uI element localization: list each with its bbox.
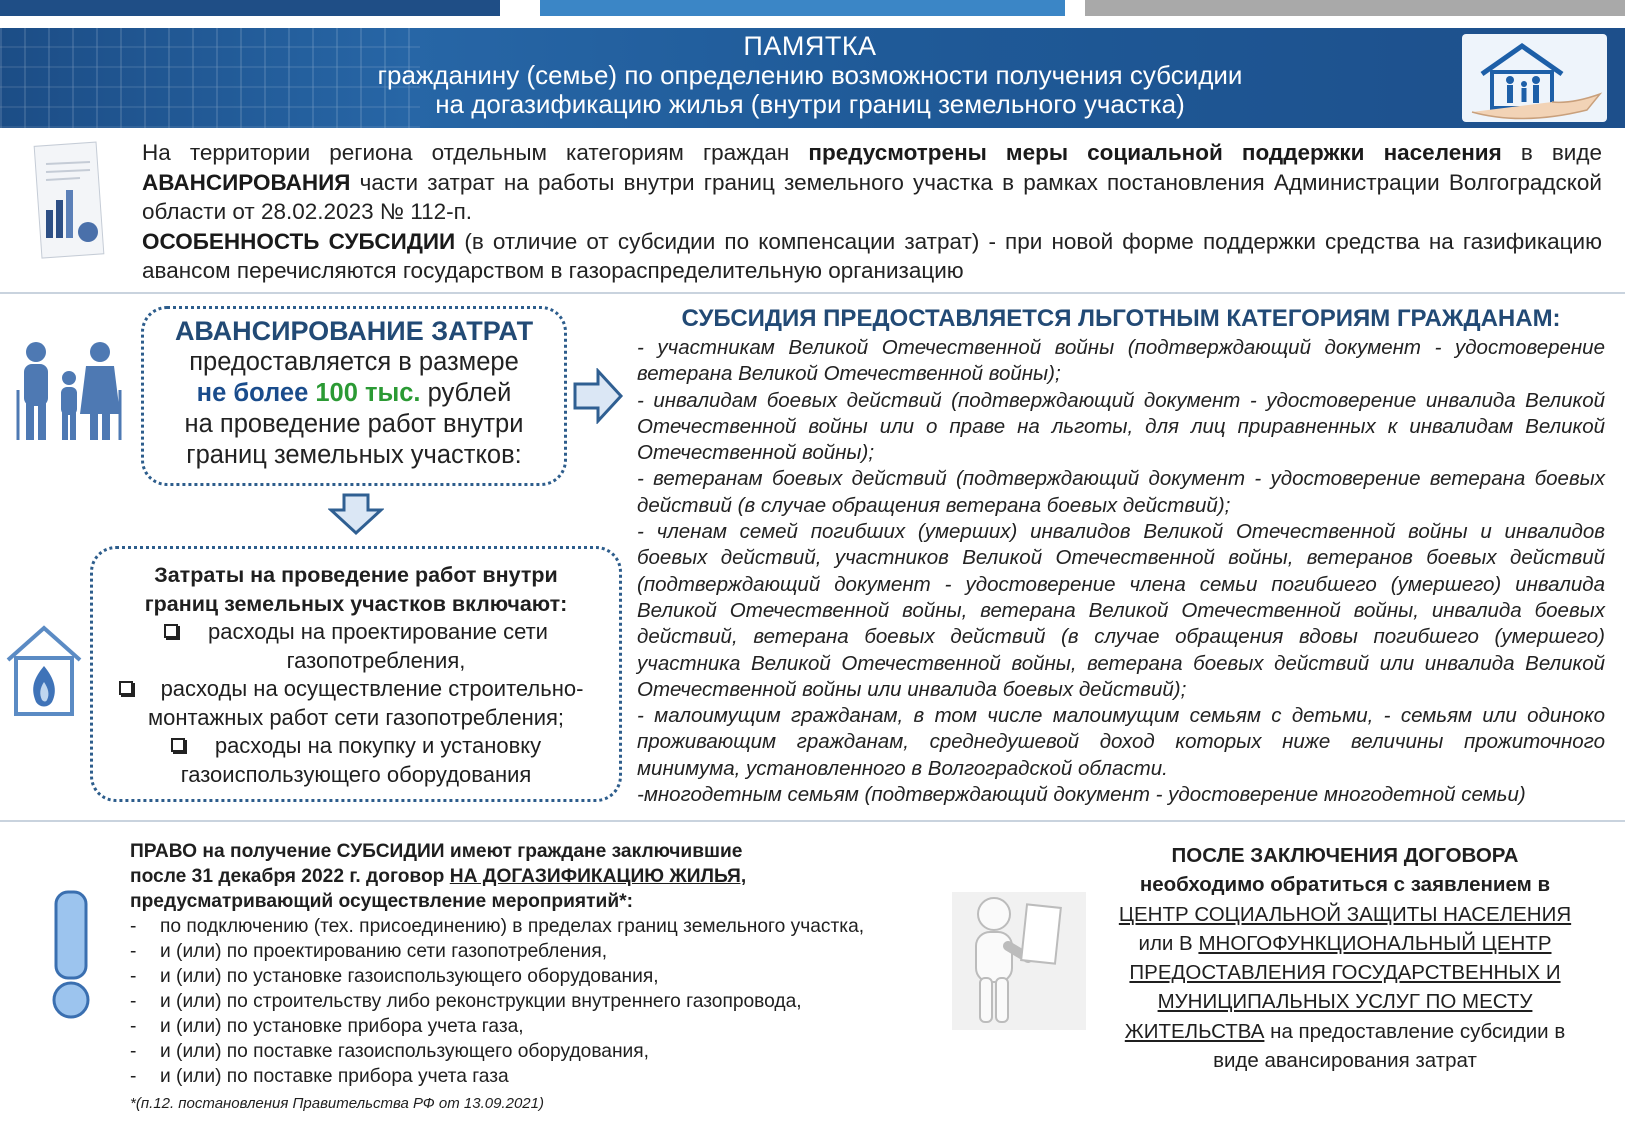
page-subtitle-2: на догазификацию жилья (внутри границ земельного участка) bbox=[435, 89, 1185, 119]
header-banner bbox=[0, 28, 1625, 128]
exclamation-icon bbox=[50, 888, 92, 1023]
costs-item: расходы на проектирование сети bbox=[93, 618, 619, 647]
contact-heading-1: ПОСЛЕ ЗАКЛЮЧЕНИЯ ДОГОВОРА bbox=[1171, 844, 1519, 867]
category-item: - ветеранам боевых действий (подтверждающий документ - удостоверение ветерана боевых действий (в случае обращения ветерана боевых действий); bbox=[637, 467, 1605, 517]
report-document-icon bbox=[30, 140, 110, 265]
costs-box bbox=[90, 546, 622, 802]
mfc-link-line-4[interactable]: ЖИТЕЛЬСТВА на предоставление субсидии в bbox=[1124, 1019, 1566, 1043]
page-subtitle-1: гражданину (семье) по определению возможности получения субсидии bbox=[377, 60, 1243, 90]
costs-item: расходы на осуществление строительно- bbox=[83, 675, 619, 704]
checkbox-icon bbox=[171, 738, 185, 752]
divider-bottom bbox=[0, 820, 1625, 822]
costs-title-1: Затраты на проведение работ внутри bbox=[154, 563, 558, 587]
mfc-link-line-3[interactable]: МУНИЦИПАЛЬНЫХ УСЛУГ ПО МЕСТУ bbox=[1157, 990, 1533, 1014]
top-bar-3 bbox=[1085, 0, 1625, 16]
rights-item: - и (или) по поставке прибора учета газа bbox=[130, 1066, 509, 1087]
rights-item: - и (или) по поставке газоиспользующего оборудования, bbox=[130, 1041, 649, 1062]
advance-line-4: границ земельных участков: bbox=[186, 441, 522, 469]
category-item: - малоимущим гражданам, в том числе малоимущим семьям с детьми, - семьям или одиноко проживающим гражданам, среднедушевой доход которых ниже величины прожиточного минимума, установленного в Волгоградской области. bbox=[637, 704, 1605, 780]
person-with-document-icon bbox=[952, 892, 1086, 1030]
rights-footnote: *(п.12. постановления Правительства РФ от 13.09.2021) bbox=[130, 1095, 544, 1112]
costs-item: расходы на покупку и установку bbox=[93, 732, 619, 761]
advance-line-3: на проведение работ внутри bbox=[184, 410, 524, 438]
top-bar-2 bbox=[540, 0, 1065, 16]
advance-line-1: предоставляется в размере bbox=[189, 348, 519, 376]
rights-item: - и (или) по проектированию сети газопотребления, bbox=[130, 941, 608, 962]
rights-heading-2: после 31 декабря 2022 г. договор НА ДОГАЗИФИКАЦИЮ ЖИЛЬЯ, bbox=[130, 866, 747, 887]
family-house-icon bbox=[1462, 34, 1607, 122]
categories-title: СУБСИДИЯ ПРЕДОСТАВЛЯЕТСЯ ЛЬГОТНЫМ КАТЕГОРИЯМ ГРАЖДАНАМ: bbox=[681, 305, 1561, 332]
categories-section bbox=[637, 302, 1605, 808]
checkbox-icon bbox=[119, 681, 133, 695]
advance-box bbox=[141, 306, 567, 486]
category-item: -многодетным семьям (подтверждающий документ - удостоверение многодетной семьи) bbox=[637, 783, 1526, 807]
page-title: ПАМЯТКА bbox=[743, 31, 877, 61]
costs-item-cont: газоиспользующего оборудования bbox=[180, 761, 532, 787]
rights-item: - и (или) по строительству либо реконструкции внутреннего газопровода, bbox=[130, 991, 802, 1012]
contact-section bbox=[1100, 841, 1590, 1075]
advance-title: АВАНСИРОВАНИЕ ЗАТРАТ bbox=[174, 316, 534, 346]
category-item: - инвалидам боевых действий (подтверждающий документ - удостоверение инвалида Великой Отечественной войны или о праве на льготы, для лиц приравненных к инвалидам Великой Отечественной войны); bbox=[637, 388, 1605, 465]
checkbox-icon bbox=[164, 624, 178, 638]
rights-item: - по подключению (тех. присоединению) в пределах границ земельного участка, bbox=[130, 916, 865, 937]
contact-tail: виде авансирования затрат bbox=[1213, 1049, 1477, 1073]
advance-amount: не более 100 тыс. рублей bbox=[196, 379, 512, 407]
category-item: - участникам Великой Отечественной войны (подтверждающий документ - удостоверение ветерана Великой Отечественной войны); bbox=[637, 336, 1605, 386]
rights-section bbox=[130, 839, 940, 1116]
category-item: - членам семей погибших (умерших) инвалидов Великой Отечественной войны и инвалидов боевых действий, участников Великой Отечественной войны, ветеранов боевых действий (подтверждающий документ - удостоверение члена семьи погибшего (умершего) инвалида Великой Отечественной войны, ветерана Великой Отечественной войны, инвалида боевых действий, ветерана боевых действий (в случае обращения вдовы погибшего (умершего) участника Великой Отечественной войны, ветерана боевых действий или инвалида Великой Отечественной войны или инвалида боевых действий); bbox=[637, 520, 1605, 701]
costs-item-cont: монтажных работ сети газопотребления; bbox=[147, 704, 565, 730]
social-center-link[interactable]: ЦЕНТР СОЦИАЛЬНОЙ ЗАЩИТЫ НАСЕЛЕНИЯ bbox=[1118, 902, 1572, 926]
arrow-down-icon bbox=[328, 492, 384, 536]
mfc-link-line-1[interactable]: или В МНОГОФУНКЦИОНАЛЬНЫЙ ЦЕНТР bbox=[1138, 931, 1552, 955]
divider-top bbox=[0, 292, 1625, 294]
mfc-link-line-2[interactable]: ПРЕДОСТАВЛЕНИЯ ГОСУДАРСТВЕННЫХ И bbox=[1129, 961, 1561, 985]
family-icon bbox=[14, 340, 124, 445]
top-bar-1 bbox=[0, 0, 500, 16]
gas-house-icon bbox=[4, 622, 84, 718]
costs-item-cont: газопотребления, bbox=[286, 647, 466, 673]
rights-heading-1: ПРАВО на получение СУБСИДИИ имеют граждане заключившие bbox=[130, 841, 743, 862]
costs-title-2: границ земельных участков включают: bbox=[144, 591, 568, 616]
rights-item: - и (или) по установке прибора учета газа, bbox=[130, 1016, 524, 1037]
arrow-right-icon bbox=[572, 368, 624, 424]
rights-item: - и (или) по установке газоиспользующего оборудования, bbox=[130, 966, 659, 987]
contact-heading-2: необходимо обратиться с заявлением в bbox=[1139, 873, 1551, 897]
intro-text: На территории региона отдельным категориям граждан предусмотрены меры социальной поддержки населения в виде АВАНСИРОВАНИЯ части затрат на работы внутри границ земельного участка в рамках постановления Администрации Волгоградской области от 28.02.2023 № 112-п. ОСОБЕННОСТЬ СУБСИДИИ (в отличие от субсидии по компенсации затрат) - при новой форме поддержки средства на газификацию авансом перечисляются государством в газораспределительную организацию bbox=[142, 140, 1603, 283]
rights-heading-3: предусматривающий осуществление мероприятий*: bbox=[130, 891, 633, 912]
